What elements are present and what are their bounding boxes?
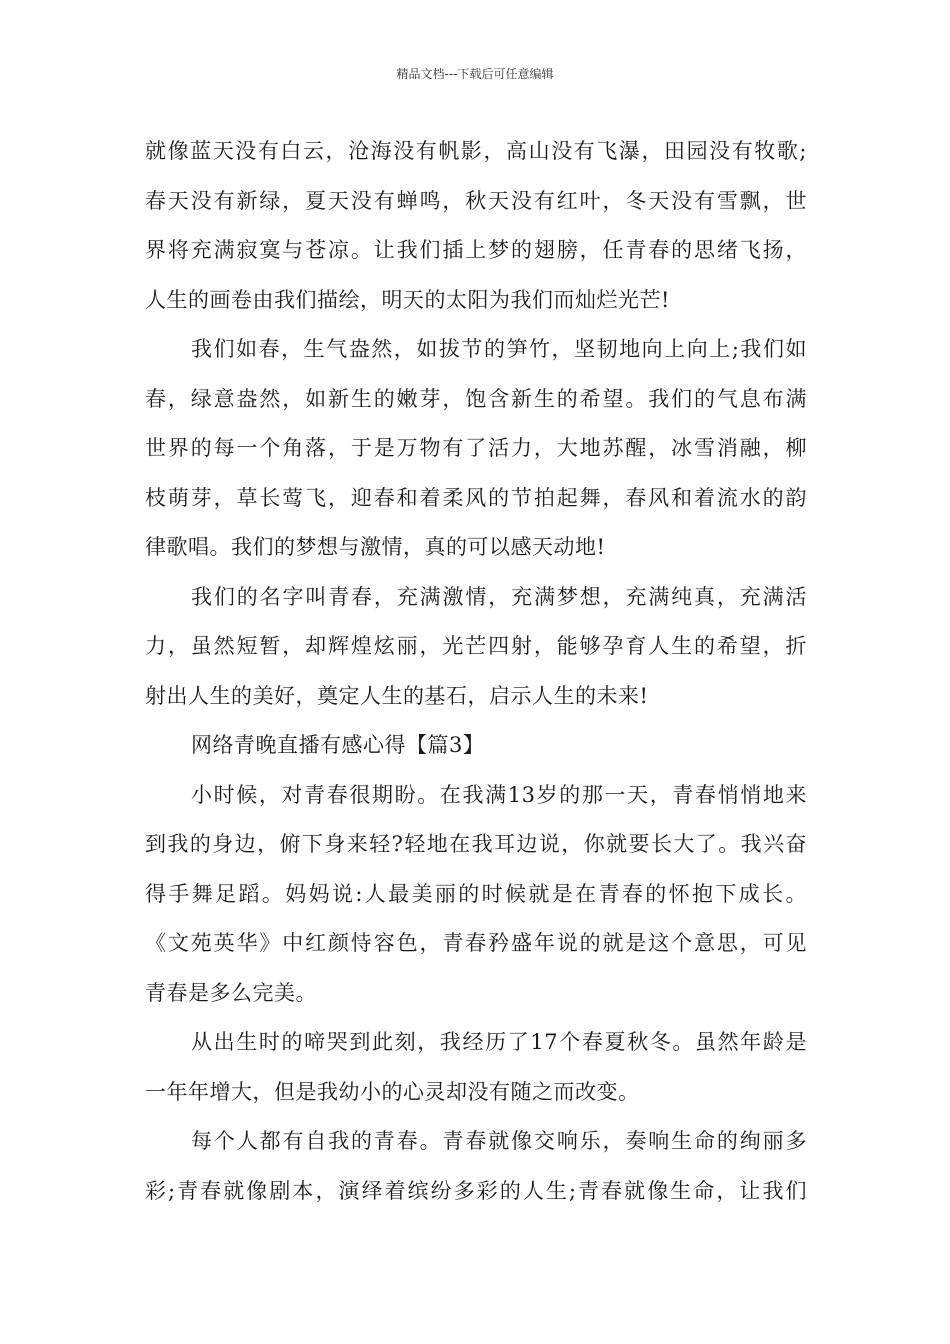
text-line: 每个人都有自我的青春。青春就像交响乐，奏响生命的绚丽多	[191, 1129, 807, 1153]
section-heading	[145, 721, 807, 771]
text-line: 得手舞足蹈。妈妈说:人最美丽的时候就是在青春的怀抱下成长。	[145, 881, 807, 906]
text-line: 世界的每一个角落，于是万物有了活力，大地苏醒，冰雪消融，柳	[145, 436, 807, 460]
paragraph	[145, 127, 807, 325]
text-line: 人生的画卷由我们描绘，明天的太阳为我们而灿烂光芒!	[145, 287, 670, 312]
text-line: 枝萌芽，草长莺飞，迎春和着柔风的节拍起舞，春风和着流水的韵	[145, 485, 807, 510]
text-line: 界将充满寂寞与苍凉。让我们插上梦的翅膀，任青春的思绪飞扬，	[145, 238, 807, 262]
text-line: 小时候，对青春很期盼。在我满13岁的那一天，青春悄悄地来	[191, 782, 807, 807]
text-line: 春，绿意盎然，如新生的嫩芽，饱含新生的希望。我们的气息布满	[145, 386, 807, 411]
paragraph	[145, 1117, 807, 1216]
paragraph	[145, 1018, 807, 1117]
text-line: 力，虽然短暂，却辉煌炫丽，光芒四射，能够孕育人生的希望，折	[145, 634, 807, 658]
text-line: 青春是多么完美。	[145, 980, 317, 1005]
text-line: 我们的名字叫青春，充满激情，充满梦想，充满纯真，充满活	[191, 584, 807, 609]
document-header: 精品文档---下载后可任意编辑	[396, 67, 554, 81]
text-line: 律歌唱。我们的梦想与激情，真的可以感天动地!	[145, 535, 606, 559]
text-line: 我们如春，生气盎然，如拔节的笋竹，坚韧地向上向上;我们如	[191, 337, 807, 361]
paragraph	[145, 325, 807, 573]
paragraph	[145, 771, 807, 1019]
text-line: 网络青晚直播有感心得【篇3】	[191, 733, 485, 757]
text-line: 就像蓝天没有白云，沧海没有帆影，高山没有飞瀑，田园没有牧歌;	[145, 139, 807, 163]
text-line: 彩;青春就像剧本，演绎着缤纷多彩的人生;青春就像生命，让我们	[145, 1178, 807, 1203]
paragraph	[145, 573, 807, 722]
text-line: 春天没有新绿，夏天没有蝉鸣，秋天没有红叶，冬天没有雪飘，世	[145, 188, 807, 213]
text-line: 从出生时的啼哭到此刻，我经历了17个春夏秋冬。虽然年龄是	[191, 1030, 807, 1054]
text-line: 一年年增大，但是我幼小的心灵却没有随之而改变。	[145, 1079, 640, 1104]
text-line: 射出人生的美好，奠定人生的基石，启示人生的未来!	[145, 683, 649, 708]
text-line: 到我的身边，俯下身来轻?轻地在我耳边说，你就要长大了。我兴奋	[145, 832, 807, 856]
text-line: 《文苑英华》中红颜恃容色，青春矜盛年说的就是这个意思，可见	[145, 931, 807, 955]
document-body	[145, 127, 807, 1216]
